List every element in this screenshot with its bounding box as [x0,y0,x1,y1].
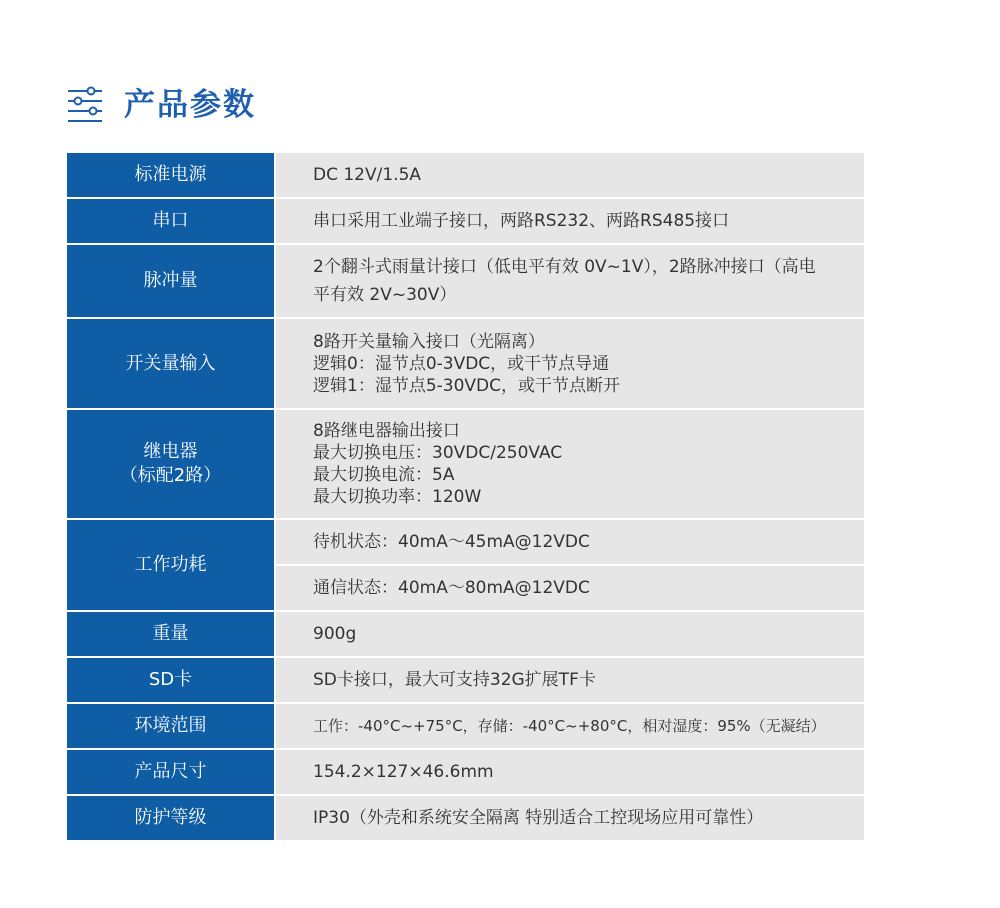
spec-value-text: IP30（外壳和系统安全隔离 特别适合工控现场应用可靠性） [313,808,764,828]
spec-label [67,796,274,840]
sliders-icon [66,85,104,125]
spec-value [276,199,864,243]
spec-value-text: SD卡接口，最大可支持32G扩展TF卡 [313,670,596,690]
spec-label-text: 产品尺寸 [134,761,207,782]
spec-label-text: 工作功耗 [134,554,207,575]
spec-row-serial [67,199,864,243]
spec-value [276,319,864,408]
spec-label-text: 脉冲量 [143,270,198,291]
spec-row-sd-card [67,658,864,702]
spec-row-protection [67,796,864,840]
spec-value [276,245,864,317]
spec-value [276,612,864,656]
page-header [66,80,256,130]
spec-value-line: 逻辑0：湿节点0-3VDC，或干节点导通 [313,353,610,374]
spec-value [276,750,864,794]
spec-label [67,750,274,794]
spec-row-pulse [67,245,864,317]
spec-label [67,319,274,408]
spec-value-line: 8路继电器输出接口 [313,421,460,441]
spec-value-communication [276,566,864,610]
spec-label [67,612,274,656]
spec-value-line: 最大切换功率：120W [313,487,482,507]
spec-value-text: 串口采用工业端子接口，两路RS232、两路RS485接口 [313,211,730,231]
spec-value-text: 900g [313,624,357,644]
spec-label-text: 继电器 [143,441,198,462]
spec-label [67,520,274,610]
spec-value-line: 最大切换电压：30VDC/250VAC [313,443,563,463]
spec-row-power-consumption [67,520,864,610]
spec-label-text: 标准电源 [134,164,207,185]
spec-row-power [67,153,864,197]
spec-label [67,704,274,748]
spec-label [67,199,274,243]
spec-row-digital-input [67,319,864,408]
spec-value-text: 154.2×127×46.6mm [313,762,494,782]
spec-value-line: 最大切换电流：5A [313,465,455,485]
spec-label [67,658,274,702]
spec-label-text: 重量 [152,623,189,644]
spec-value-text: 2个翻斗式雨量计接口（低电平有效 0V~1V），2路脉冲接口（高电平有效 2V~30V） [313,257,816,305]
spec-table [67,153,864,842]
spec-value-standby [276,520,864,564]
spec-row-dimensions [67,750,864,794]
spec-label-text: 开关量输入 [125,352,216,374]
spec-value-line: 8路开关量输入接口（光隔离） [313,331,545,352]
spec-value [276,410,864,518]
spec-label-subtext: （标配2路） [119,465,222,486]
spec-row-environment [67,704,864,748]
page-title: 产品参数 [124,87,256,123]
spec-value-text: 工作：-40°C~+75°C，存储：-40°C~+80°C，相对湿度：95%（无凝结） [313,717,826,735]
spec-value [276,796,864,840]
spec-value-text: 通信状态：40mA～80mA@12VDC [313,578,590,598]
spec-label [67,153,274,197]
spec-label-text: 防护等级 [134,807,207,828]
spec-label-text: SD卡 [148,669,193,690]
spec-value-line: 逻辑1：湿节点5-30VDC，或干节点断开 [313,375,620,396]
spec-value-text: DC 12V/1.5A [313,165,422,185]
spec-label-text: 环境范围 [134,715,207,736]
spec-value [276,704,864,748]
spec-row-weight [67,612,864,656]
spec-label-text: 串口 [152,210,189,231]
spec-value-text: 待机状态：40mA～45mA@12VDC [313,532,590,552]
spec-value [276,658,864,702]
spec-label [67,410,274,518]
spec-row-relay [67,410,864,518]
spec-value [276,153,864,197]
spec-label [67,245,274,317]
